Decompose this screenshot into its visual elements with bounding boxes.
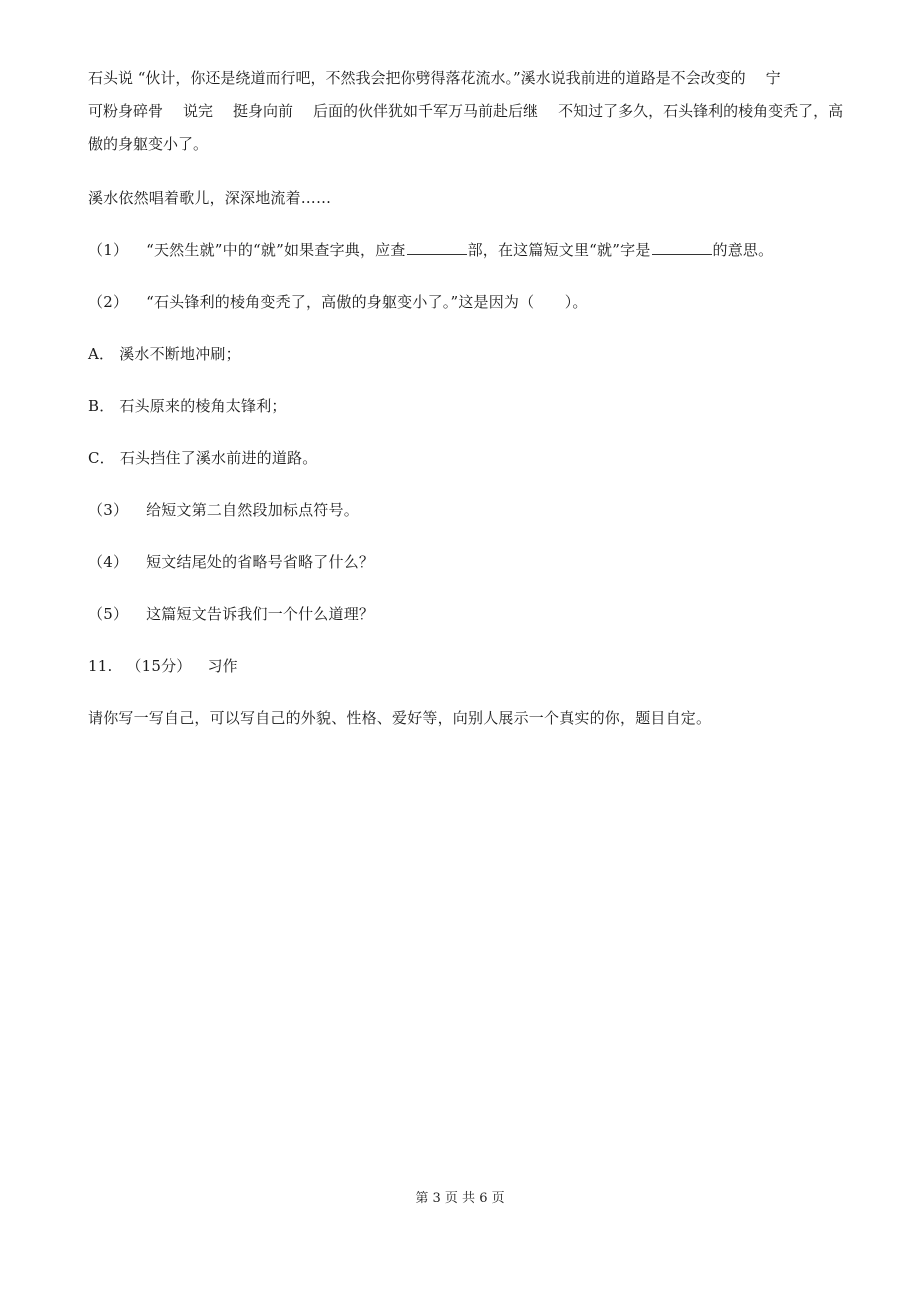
question-2 [88, 292, 588, 312]
section-number: 11. [88, 657, 113, 675]
question-text: 的意思。 [712, 241, 774, 259]
question-text: “天然生就”中的“就”如果查字典，应查 [146, 241, 406, 259]
question-text: 部，在这篇短文里“就”字是 [467, 241, 651, 259]
passage-text: 挺身向前 [233, 102, 294, 120]
option-label: A． [88, 345, 115, 363]
question-4 [88, 552, 374, 572]
passage-text: 宁 [765, 69, 781, 87]
passage-row-1 [88, 62, 870, 95]
option-text: 溪水不断地冲刷； [119, 345, 241, 363]
section-score: （15分） [126, 657, 192, 675]
passage-row-2 [88, 95, 870, 128]
question-1 [88, 240, 773, 260]
passage-text: 说完 [183, 102, 214, 120]
passage-text: 傲的身躯变小了。 [88, 135, 209, 153]
question-number: （4） [88, 553, 129, 571]
question-3 [88, 500, 359, 520]
prompt-text: 请你写一写自己，可以写自己的外貌、性格、爱好等，向别人展示一个真实的你，题目自定。 [88, 709, 712, 727]
passage-row-3 [88, 128, 870, 161]
passage-closing-line [88, 188, 331, 208]
option-c [88, 448, 317, 468]
option-label: C． [88, 449, 115, 467]
section-11-heading [88, 656, 238, 676]
option-text: 石头挡住了溪水前进的道路。 [119, 449, 318, 467]
passage-text: 后面的伙伴犹如千军万马前赴后继 [313, 102, 539, 120]
option-b [88, 396, 287, 416]
passage-paragraph [88, 62, 870, 161]
passage-text: 不知过了多久，石头锋利的棱角变秃了，高 [558, 102, 844, 120]
passage-text: 溪水依然唱着歌儿，深深地流着…… [88, 189, 332, 207]
question-number: （1） [88, 241, 129, 259]
option-a [88, 344, 241, 364]
question-text: 短文结尾处的省略号省略了什么？ [146, 553, 375, 571]
question-number: （5） [88, 605, 129, 623]
section-11-prompt [88, 708, 711, 728]
question-text: “石头锋利的棱角变秃了，高傲的身躯变小了。”这是因为（ ）。 [146, 293, 588, 311]
option-label: B． [88, 397, 115, 415]
question-text: 给短文第二自然段加标点符号。 [146, 501, 359, 519]
question-text: 这篇短文告诉我们一个什么道理？ [146, 605, 375, 623]
page-number: 第 3 页 共 6 页 [415, 1191, 505, 1206]
question-number: （2） [88, 293, 129, 311]
passage-text: 可粉身碎骨 [88, 102, 164, 120]
passage-text: 石头说 “伙计，你还是绕道而行吧，不然我会把你劈得落花流水。”溪水说我前进的道路是不会改变的 [88, 69, 746, 87]
answer-blank[interactable] [652, 240, 712, 255]
page-footer [0, 1190, 920, 1208]
question-number: （3） [88, 501, 129, 519]
option-text: 石头原来的棱角太锋利； [119, 397, 287, 415]
answer-blank[interactable] [407, 240, 467, 255]
question-5 [88, 604, 374, 624]
section-title: 习作 [207, 657, 238, 675]
